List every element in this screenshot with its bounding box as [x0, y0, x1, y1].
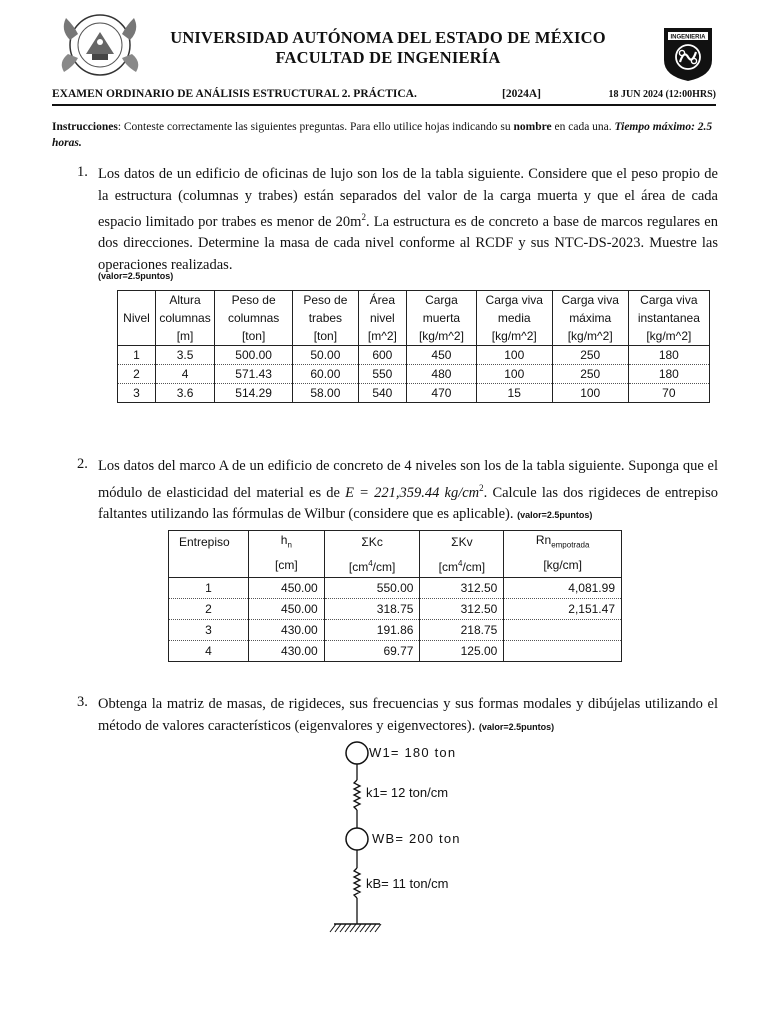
q1-text-2: . La estructura es de concreto a base de marcos regulares en dos direcciones. Determine la masa de cada nivel conforme al RCDF y sus NTC-DS-2023. Muestre las operaciones realizadas. — [98, 213, 718, 273]
exam-header-line — [52, 88, 716, 104]
q1-cell: 571.43 — [215, 365, 293, 384]
mass-1-circle — [346, 742, 368, 764]
q2-unit-kc-b: /cm] — [372, 560, 396, 575]
q2-cell: 450.00 — [248, 599, 324, 620]
q1-header-cell — [118, 291, 156, 310]
table-row — [118, 346, 710, 365]
q2-header-rn-label: Rn — [535, 533, 552, 547]
table-row — [169, 620, 622, 641]
q1-cell: 100 — [476, 346, 552, 365]
q3-text — [98, 694, 718, 738]
spring-1-icon — [354, 780, 360, 810]
q1-cell: 514.29 — [215, 384, 293, 403]
q1-cell: 3.6 — [155, 384, 214, 403]
q2-unit-rn: [kg/cm] — [504, 554, 622, 578]
q2-cell: 69.77 — [324, 641, 420, 662]
q1-text-1: Los datos de un edificio de oficinas de lujo son los de la tabla siguiente. Considere que el peso propio de la estructura (columnas y trabes) están separados del valor de la carga muerta y que el área de cada espacio limitado por trabes es menor de 20m — [98, 166, 718, 230]
q2-unit-kv — [420, 554, 504, 578]
q2-cell: 550.00 — [324, 578, 420, 599]
q1-header-cell: Nivel — [123, 310, 150, 325]
q1-header-cell: columnas — [155, 309, 214, 327]
q1-unit-cell: [m] — [155, 327, 214, 346]
q1-sup: 2 — [361, 212, 366, 222]
q2-cell: 2 — [169, 599, 249, 620]
q3-text-body: Obtenga la matriz de masas, de rigideces, sus frecuencias y sus formas modales y dibújelas utilizando el método de valores característicos (eigenvalores y eigenvectores). — [98, 696, 718, 734]
diagram-kb-label: kB= 11 ton/cm — [366, 876, 449, 891]
q1-cell: 4 — [155, 365, 214, 384]
q2-cell: 430.00 — [248, 641, 324, 662]
table-row — [169, 578, 622, 599]
q1-header-cell: Altura — [155, 291, 214, 310]
q1-header-cell: Peso de — [215, 291, 293, 310]
q2-cell: 4 — [169, 641, 249, 662]
q2-cell: 312.50 — [420, 599, 504, 620]
exam-period: [2024A] — [502, 88, 541, 100]
q2-header-row — [169, 531, 622, 555]
q1-cell: 2 — [118, 365, 156, 384]
q3-value: (valor=2.5puntos) — [478, 721, 555, 732]
q1-unit-cell: [kg/m^2] — [476, 327, 552, 346]
q1-header-cell: instantanea — [628, 309, 709, 327]
instructions-label: Instrucciones — [52, 121, 118, 133]
q1-cell: 600 — [358, 346, 407, 365]
q1-cell: 550 — [358, 365, 407, 384]
q2-cell: 450.00 — [248, 578, 324, 599]
q2-unit-kv-sup: 4 — [458, 559, 463, 569]
diagram-wb-label: WB= 200 ton — [372, 831, 461, 846]
q2-cell: 312.50 — [420, 578, 504, 599]
q1-header-cell: media — [476, 309, 552, 327]
q1-cell: 70 — [628, 384, 709, 403]
ground-hatch-icon — [330, 924, 381, 932]
table-row — [118, 365, 710, 384]
q1-cell: 58.00 — [293, 384, 358, 403]
q2-header-h — [248, 531, 324, 555]
q2-unit-h: [cm] — [248, 554, 324, 578]
q1-unit-cell: [kg/m^2] — [407, 327, 477, 346]
q1-cell: 500.00 — [215, 346, 293, 365]
instructions-text-2: en cada una. — [551, 121, 615, 133]
faculty-badge — [660, 26, 716, 82]
q1-unit-cell — [118, 327, 156, 346]
q1-header-cell: máxima — [552, 309, 628, 327]
q2-cell — [504, 620, 622, 641]
q1-unit-cell: [kg/m^2] — [552, 327, 628, 346]
q1-header-cell: Peso de — [293, 291, 358, 310]
q2-header-h-sub: n — [287, 540, 292, 550]
q1-header-cell: trabes — [293, 309, 358, 327]
q1-header-cell: Carga — [407, 291, 477, 310]
q1-header-cell: Carga viva — [476, 291, 552, 310]
q1-cell: 250 — [552, 365, 628, 384]
instructions-name-word: nombre — [513, 121, 552, 133]
q2-cell: 430.00 — [248, 620, 324, 641]
q2-formula-sup: 2 — [479, 482, 484, 493]
q2-cell: 3 — [169, 620, 249, 641]
q2-header-entrepiso: Entrepiso — [179, 535, 230, 550]
q2-value: (valor=2.5puntos) — [517, 509, 593, 520]
q1-header-cell: nivel — [358, 309, 407, 327]
q1-header-row — [118, 309, 710, 327]
q1-cell: 3 — [118, 384, 156, 403]
instructions — [52, 119, 724, 151]
q1-cell: 15 — [476, 384, 552, 403]
q1-number: 1. — [77, 164, 88, 180]
q1-header-cell: Carga viva — [552, 291, 628, 310]
q1-header-cell: columnas — [215, 309, 293, 327]
q1-cell: 480 — [407, 365, 477, 384]
spring-b-icon — [354, 868, 360, 898]
q1-building-table — [117, 290, 710, 403]
q2-unit-kc-a: [cm — [348, 560, 369, 575]
q2-unit-kc — [324, 554, 420, 578]
q1-units-row — [118, 327, 710, 346]
q1-unit-cell: [ton] — [215, 327, 293, 346]
q1-cell: 180 — [628, 365, 709, 384]
q2-unit-kc-sup: 4 — [368, 559, 373, 569]
q1-unit-cell: [m^2] — [358, 327, 407, 346]
q2-unit-kv-a: [cm — [438, 560, 458, 575]
diagram-k1-label: k1= 12 ton/cm — [366, 785, 449, 800]
diagram-w1-label: W1= 180 ton — [369, 745, 457, 760]
instructions-time: Tiempo máximo: 2.5 horas. — [52, 121, 713, 149]
q1-cell: 250 — [552, 346, 628, 365]
table-row — [169, 641, 622, 662]
mass-b-circle — [346, 828, 368, 850]
q1-header-row — [118, 291, 710, 310]
q1-cell: 1 — [118, 346, 156, 365]
header-divider — [52, 104, 716, 106]
q2-formula: E = 221,359.44 kg/cm — [345, 484, 480, 501]
table-row — [169, 599, 622, 620]
q3-number: 3. — [77, 694, 88, 710]
q2-cell: 318.75 — [324, 599, 420, 620]
university-name: UNIVERSIDAD AUTÓNOMA DEL ESTADO DE MÉXICO — [170, 28, 606, 47]
q1-header-cell: Área — [358, 291, 407, 310]
q1-header-cell: Carga viva — [628, 291, 709, 310]
q2-text-2: . Calcule las dos rigideces de entrepiso faltantes utilizando las fórmulas de Wilbur (considere que es aplicable). — [98, 484, 718, 522]
q1-cell: 50.00 — [293, 346, 358, 365]
q2-header-kc: ΣKc — [324, 531, 420, 555]
q2-cell: 191.86 — [324, 620, 420, 641]
q1-cell: 540 — [358, 384, 407, 403]
q1-unit-cell: [ton] — [293, 327, 358, 346]
q2-cell: 1 — [169, 578, 249, 599]
q1-cell: 180 — [628, 346, 709, 365]
q1-cell: 100 — [552, 384, 628, 403]
q2-stiffness-table — [168, 530, 622, 662]
badge-label: INGENIERIA — [670, 34, 706, 41]
q1-value: (valor=2.5puntos) — [98, 271, 174, 281]
q1-text — [98, 164, 718, 276]
faculty-name: FACULTAD DE INGENIERÍA — [275, 48, 501, 67]
q1-cell: 470 — [407, 384, 477, 403]
q1-cell: 450 — [407, 346, 477, 365]
q2-cell — [504, 641, 622, 662]
q1-cell: 3.5 — [155, 346, 214, 365]
q2-unit-empty — [169, 554, 249, 578]
q1-cell: 100 — [476, 365, 552, 384]
q2-units-row — [169, 554, 622, 578]
q1-unit-cell: [kg/m^2] — [628, 327, 709, 346]
q2-header-h-label: h — [280, 533, 288, 547]
exam-title: EXAMEN ORDINARIO DE ANÁLISIS ESTRUCTURAL 2. PRÁCTICA. — [52, 88, 417, 100]
q2-number: 2. — [77, 456, 88, 472]
q2-cell: 2,151.47 — [504, 599, 622, 620]
q2-text — [98, 456, 718, 526]
table-row — [118, 384, 710, 403]
q2-cell: 125.00 — [420, 641, 504, 662]
exam-date: 18 JUN 2024 (12:00HRS) — [608, 89, 716, 100]
q2-text-1: Los datos del marco A de un edificio de concreto de 4 niveles son los de la tabla siguiente. Suponga que el módulo de elasticidad del material es de — [98, 458, 718, 501]
q2-cell: 218.75 — [420, 620, 504, 641]
q2-unit-kv-b: /cm] — [462, 560, 486, 575]
q1-header-cell: muerta — [407, 309, 477, 327]
q2-header-rn-sub: empotrada — [551, 540, 590, 550]
q2-header-rn — [504, 531, 622, 555]
q2-header-kv: ΣKv — [420, 531, 504, 555]
q1-cell: 60.00 — [293, 365, 358, 384]
q2-cell: 4,081.99 — [504, 578, 622, 599]
engineering-shield-icon — [660, 26, 716, 82]
instructions-text-1: : Conteste correctamente las siguientes preguntas. Para ello utilice hojas indicando su — [117, 121, 514, 133]
